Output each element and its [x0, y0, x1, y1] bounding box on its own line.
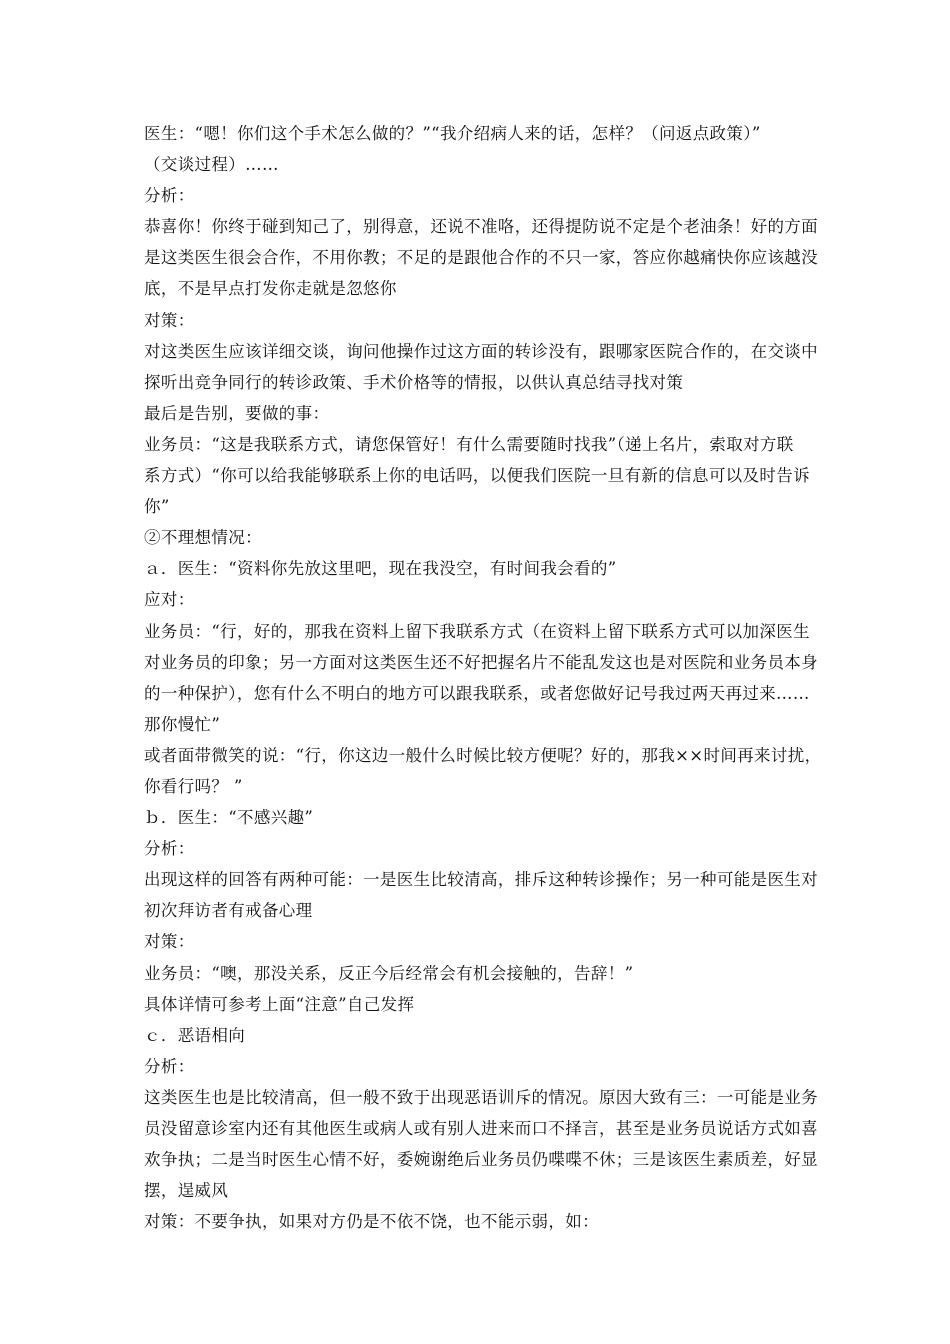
- text-line: 的一种保护），您有什么不明白的地方可以跟我联系，或者您做好记号我过两天再过来……: [144, 683, 810, 703]
- section-heading: 分析：: [144, 186, 195, 206]
- section-heading: 对策：: [144, 310, 195, 330]
- text-line: 对策：不要争执，如果对方仍是不依不饶，也不能示弱，如：: [144, 1212, 599, 1232]
- text-line: ｂ．医生：“不感兴趣”: [144, 808, 314, 828]
- text-line: 摆，逞威风: [144, 1181, 229, 1201]
- text-line: 那你慢忙”: [144, 714, 221, 734]
- text-line: 业务员：“行，好的，那我在资料上留下我联系方式（在资料上留下联系方式可以加深医生: [144, 621, 810, 641]
- text-line: 具体详情可参考上面“注意”自己发挥: [144, 994, 415, 1014]
- text-line: 员没留意诊室内还有其他医生或病人或有别人进来而口不择言，甚至是业务员说话方式如喜: [144, 1119, 818, 1138]
- text-line: 对这类医生应该详细交谈，询问他操作过这方面的转诊没有，跟哪家医院合作的，在交谈中: [144, 341, 818, 361]
- text-line: ｃ．恶语相向: [144, 1025, 246, 1045]
- text-line: 你看行吗？ ”: [144, 776, 243, 796]
- section-heading: 对策：: [144, 932, 195, 952]
- text-line: 初次拜访者有戒备心理: [144, 901, 313, 921]
- text-line: 这类医生也是比较清高，但一般不致于出现恶语训斥的情况。原因大致有三：一可能是业务: [144, 1087, 818, 1107]
- section-heading: ②不理想情况：: [144, 528, 262, 548]
- text-line: 对业务员的印象；另一方面对这类医生还不好把握名片不能乱发这也是对医院和业务员本身: [144, 652, 818, 672]
- text-line: 欢争执；二是当时医生心情不好，委婉谢绝后业务员仍喋喋不休；三是该医生素质差，好显: [144, 1150, 818, 1170]
- section-heading: 分析：: [144, 839, 195, 859]
- text-line: 系方式）“你可以给我能够联系上你的电话吗，以便我们医院一旦有新的信息可以及时告诉: [144, 466, 810, 486]
- text-line: 底，不是早点打发你走就是忽悠你: [144, 279, 397, 299]
- document-body: [144, 118, 822, 1237]
- text-line: 是这类医生很会合作，不用你教；不足的是跟他合作的不只一家，答应你越痛快你应该越没: [144, 248, 818, 268]
- text-line: ａ．医生：“资料你先放这里吧，现在我没空，有时间我会看的”: [144, 559, 617, 579]
- text-line: 探听出竞争同行的转诊政策、手术价格等的情报，以供认真总结寻找对策: [144, 372, 684, 392]
- text-line: 业务员：“这是我联系方式，请您保管好！有什么需要随时找我”（递上名片，索取对方联: [144, 434, 794, 454]
- text-line: 业务员：“噢，那没关系，反正今后经常会有机会接触的，告辞！”: [144, 963, 634, 983]
- text-line: 恭喜你！你终于碰到知己了，别得意，还说不准咯，还得提防说不定是个老油条！好的方面: [144, 217, 818, 237]
- text-line: 最后是告别，要做的事：: [144, 403, 330, 423]
- text-line: 医生：“嗯！你们这个手术怎么做的？”“我介绍病人来的话，怎样？（问返点政策）”: [144, 124, 761, 143]
- section-heading: 应对：: [144, 590, 195, 610]
- text-line: （交谈过程）……: [144, 155, 279, 175]
- text-line: 你”: [144, 497, 170, 517]
- section-heading: 分析：: [144, 1056, 195, 1076]
- text-line: 或者面带微笑的说：“行，你这边一般什么时候比较方便呢？好的，那我××时间再来讨扰，: [144, 745, 822, 765]
- text-line: 出现这样的回答有两种可能：一是医生比较清高，排斥这种转诊操作；另一种可能是医生对: [144, 870, 818, 890]
